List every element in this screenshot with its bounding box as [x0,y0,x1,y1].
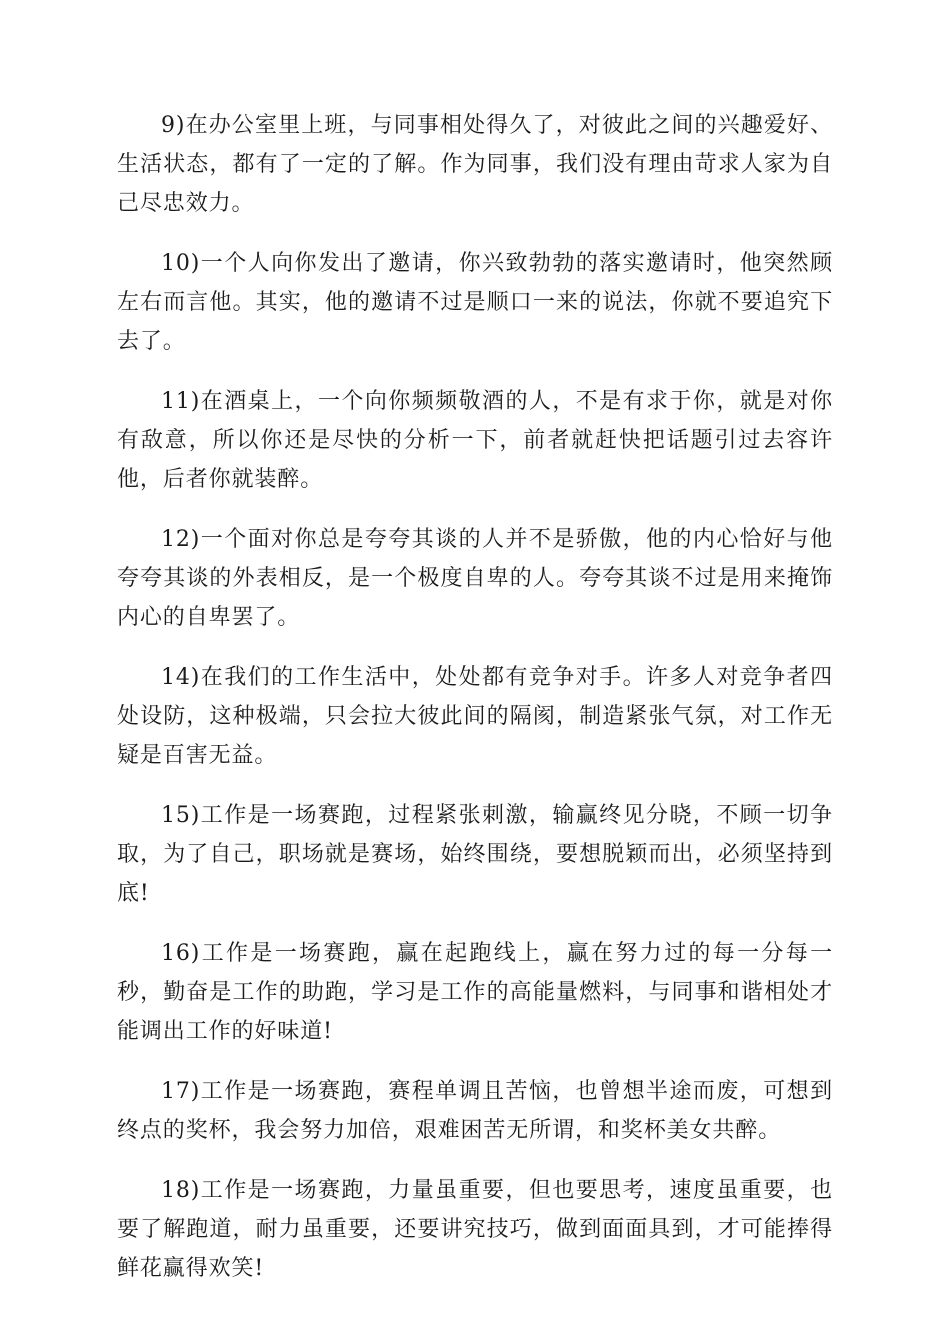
paragraph-11: 11)在酒桌上，一个向你频频敬酒的人，不是有求于你，就是对你有敌意，所以你还是尽快的分析一下，前者就赶快把话题引过去容许他，后者你就装醉。 [117,389,833,492]
document-body [117,106,833,1309]
paragraph-10: 10)一个人向你发出了邀请，你兴致勃勃的落实邀请时，他突然顾左右而言他。其实，他的邀请不过是顺口一来的说法，你就不要追究下去了。 [117,251,833,354]
paragraph-17: 17)工作是一场赛跑，赛程单调且苦恼，也曾想半途而废，可想到终点的奖杯，我会努力加倍，艰难困苦无所谓，和奖杯美女共醉。 [117,1079,833,1143]
paragraph-18: 18)工作是一场赛跑，力量虽重要，但也要思考，速度虽重要，也要了解跑道，耐力虽重要，还要讲究技巧，做到面面具到，才可能捧得鲜花赢得欢笑! [117,1178,833,1281]
paragraph-15: 15)工作是一场赛跑，过程紧张刺激，输赢终见分晓，不顾一切争取，为了自己，职场就是赛场，始终围绕，要想脱颖而出，必须坚持到底! [117,803,833,906]
paragraph-16: 16)工作是一场赛跑，赢在起跑线上，赢在努力过的每一分每一秒，勤奋是工作的助跑，学习是工作的高能量燃料，与同事和谐相处才能调出工作的好味道! [117,941,833,1044]
paragraph-12: 12)一个面对你总是夸夸其谈的人并不是骄傲，他的内心恰好与他夸夸其谈的外表相反，是一个极度自卑的人。夸夸其谈不过是用来掩饰内心的自卑罢了。 [117,527,833,630]
paragraph-14: 14)在我们的工作生活中，处处都有竞争对手。许多人对竞争者四处设防，这种极端，只会拉大彼此间的隔阂，制造紧张气氛，对工作无疑是百害无益。 [117,665,833,768]
paragraph-9: 9)在办公室里上班，与同事相处得久了，对彼此之间的兴趣爱好、生活状态，都有了一定的了解。作为同事，我们没有理由苛求人家为自己尽忠效力。 [117,113,833,216]
